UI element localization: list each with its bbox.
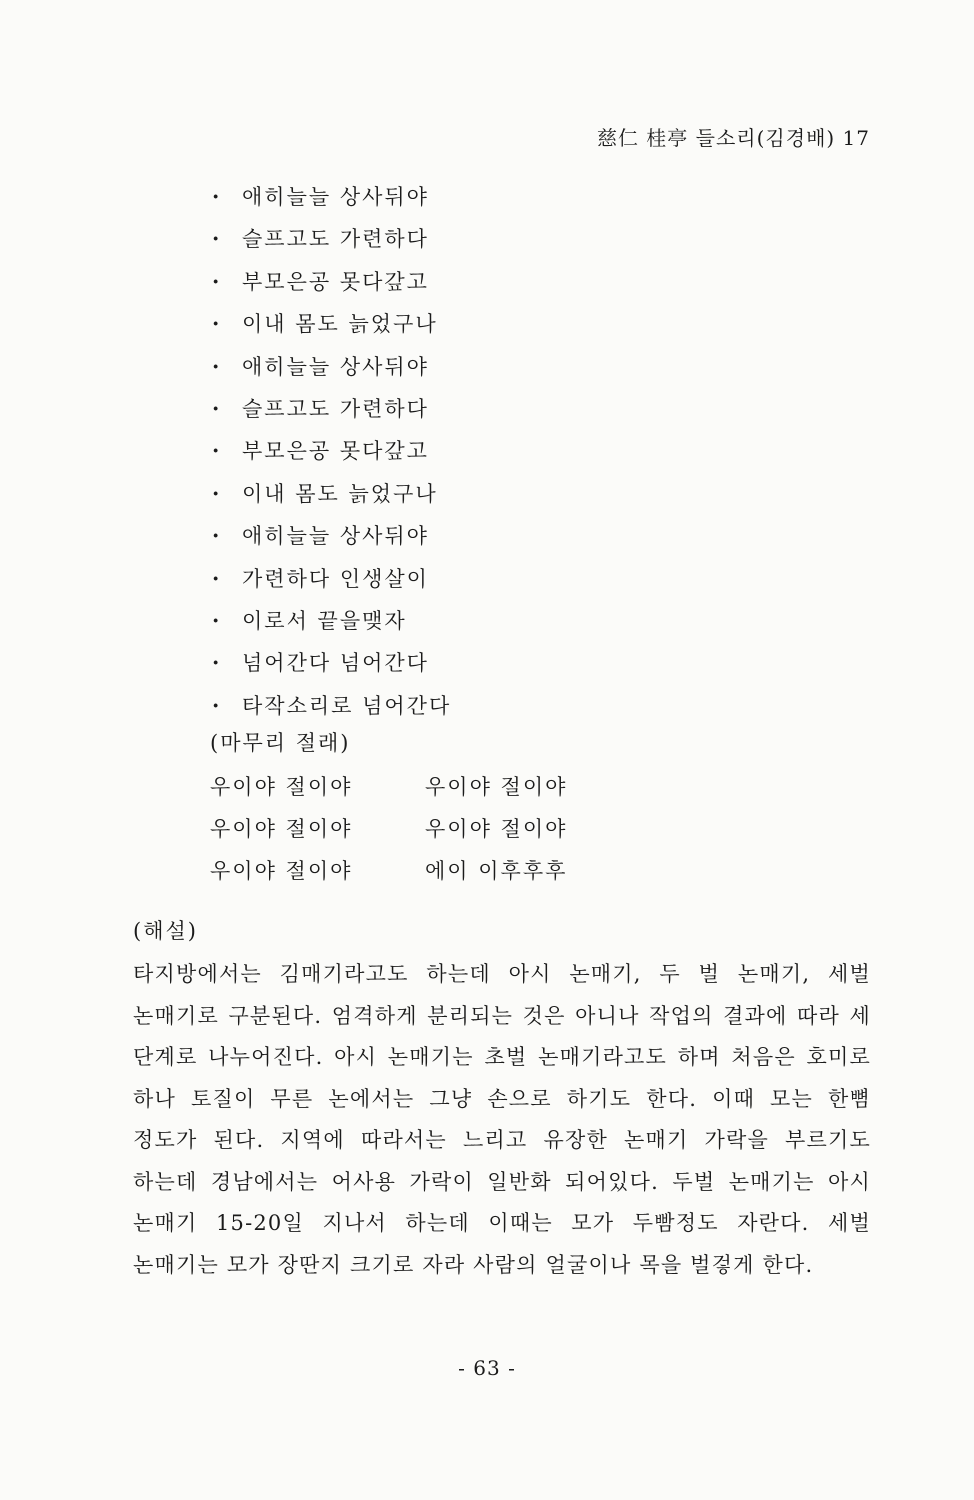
bullet-icon: · xyxy=(212,607,222,633)
verse-line: · 슬프고도 가련하다 xyxy=(212,218,451,260)
bullet-icon: · xyxy=(212,692,222,718)
bullet-icon: · xyxy=(212,268,222,294)
refrain-row xyxy=(210,850,567,892)
refrain-right: 우이야 절이야 xyxy=(425,817,568,841)
bullet-icon: · xyxy=(212,565,222,591)
verse-line: · 넘어간다 넘어간다 xyxy=(212,642,451,684)
refrain-right: 에이 이후후후 xyxy=(425,859,568,883)
commentary-paragraph: 타지방에서는 김매기라고도 하는데 아시 논매기, 두 벌 논매기, 세벌 논매기로 구분된다. 엄격하게 분리되는 것은 아니나 작업의 결과에 따라 세 단계로 나누어진다. 아시 논매기는 초벌 논매기라고도 하며 처음은 호미로 하나 토질이 무른 논에서는 그냥 손으로 하기도 한다. 이때 모는 한뼘 정도가 된다. 지역에 따라서는 느리고 유장한 논매기 가락을 부르기도 하는데 경남에서는 어사용 가락이 일반화 되어있다. 두벌 논매기는 아시 논매기 15-20일 지나서 하는데 이때는 모가 두빰정도 자란다. 세벌 논매기는 모가 장딴지 크기로 자라 사람의 얼굴이나 목을 벌겋게 한다. xyxy=(133,962,871,1277)
verse-line: · 타작소리로 넘어간다 xyxy=(212,685,451,727)
verse-line: · 부모은공 못다갚고 xyxy=(212,430,451,472)
bullet-icon: · xyxy=(212,438,222,464)
bullet-icon: · xyxy=(212,353,222,379)
refrain-row xyxy=(210,766,567,808)
refrain-row xyxy=(210,808,567,850)
refrain-right: 우이야 절이야 xyxy=(425,775,568,799)
running-header: 慈仁 桂亭 들소리(김경배) 17 xyxy=(596,126,870,150)
verse-line: · 애히늘늘 상사뒤야 xyxy=(212,346,451,388)
refrain-left: 우이야 절이야 xyxy=(210,817,353,841)
bullet-icon: · xyxy=(212,395,222,421)
verse-line: · 이내 몸도 늙었구나 xyxy=(212,303,451,345)
refrain-left: 우이야 절이야 xyxy=(210,775,353,799)
verse-line: · 이로서 끝을맺자 xyxy=(212,600,451,642)
refrain-left: 우이야 절이야 xyxy=(210,859,353,883)
verse-line: · 슬프고도 가련하다 xyxy=(212,388,451,430)
commentary-heading: (해설) xyxy=(133,919,198,943)
verse-line: · 부모은공 못다갚고 xyxy=(212,261,451,303)
verse-list xyxy=(212,176,451,727)
bullet-icon: · xyxy=(212,480,222,506)
closing-section-title: (마무리 절래) xyxy=(210,731,351,755)
verse-line: · 이내 몸도 늙었구나 xyxy=(212,473,451,515)
bullet-icon: · xyxy=(212,226,222,252)
bullet-icon: · xyxy=(212,523,222,549)
bullet-icon: · xyxy=(212,311,222,337)
verse-line: · 가련하다 인생살이 xyxy=(212,558,451,600)
page-number: - 63 - xyxy=(458,1356,516,1380)
closing-refrain xyxy=(210,766,567,892)
bullet-icon: · xyxy=(212,650,222,676)
verse-line: · 애히늘늘 상사뒤야 xyxy=(212,176,451,218)
bullet-icon: · xyxy=(212,184,222,209)
verse-line: · 애히늘늘 상사뒤야 xyxy=(212,515,451,557)
